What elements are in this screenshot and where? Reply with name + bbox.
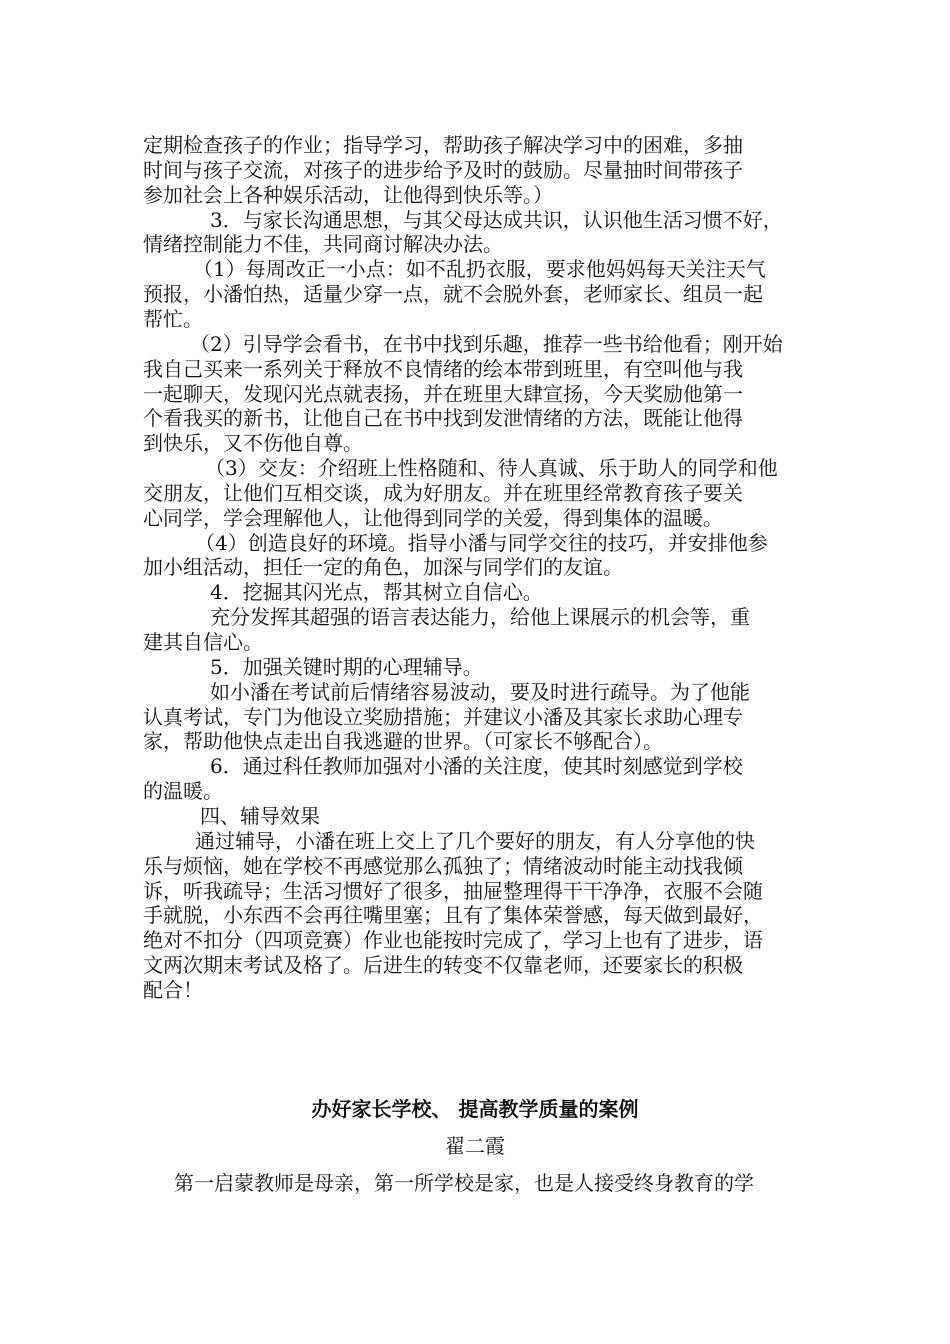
- body-text-line: 一起聊天，发现闪光点就表扬，并在班里大肆宣扬，今天奖励他第一: [143, 382, 743, 406]
- body-text-line: 个看我买的新书，让他自己在书中找到发泄情绪的方法，既能让他得: [143, 406, 743, 430]
- article-title: 办好家长学校、 提高教学质量的案例: [311, 1097, 639, 1121]
- body-text-line: 情绪控制能力不佳，共同商讨解决办法。: [143, 232, 503, 256]
- body-text-line: 配合！: [143, 978, 203, 1002]
- body-text-line: 认真考试，专门为他设立奖励措施；并建议小潘及其家长求助心理专: [143, 705, 743, 729]
- body-text-line: 6．通过科任教师加强对小潘的关注度，使其时刻感觉到学校: [210, 754, 743, 778]
- body-text-line: 的温暖。: [143, 779, 223, 803]
- body-text-line: （4）创造良好的环境。指导小潘与同学交往的技巧，并安排他参: [195, 531, 768, 555]
- body-text-line: （3）交友：介绍班上性格随和、待人真诚、乐于助人的同学和他: [205, 456, 778, 480]
- body-text-line: 诉，听我疏导；生活习惯好了很多，抽屉整理得干干净净，衣服不会随: [143, 879, 763, 903]
- body-text-line: 参加社会上各种娱乐活动，让他得到快乐等。）: [143, 183, 553, 207]
- article-author: 翟二霞: [445, 1134, 505, 1158]
- body-text-line: 乐与烦恼，她在学校不再感觉那么孤独了；情绪波动时能主动找我倾: [143, 854, 743, 878]
- body-text-line: 交朋友，让他们互相交谈，成为好朋友。并在班里经常教育孩子要关: [143, 481, 743, 505]
- body-text-line: 4．挖掘其闪光点，帮其树立自信心。: [210, 580, 543, 604]
- body-text-line: 绝对不扣分（四项竞赛）作业也能按时完成了，学习上也有了进步，语: [143, 928, 763, 952]
- body-text-line: 通过辅导，小潘在班上交上了几个要好的朋友，有人分享他的快: [195, 829, 755, 853]
- body-text-line: 5．加强关键时期的心理辅导。: [210, 655, 483, 679]
- body-text-line: 文两次期末考试及格了。后进生的转变不仅靠老师，还要家长的积极: [143, 953, 743, 977]
- body-text-line: 帮忙。: [143, 307, 203, 331]
- body-text-line: 我自己买来一系列关于释放不良情绪的绘本带到班里，有空叫他与我: [143, 357, 743, 381]
- body-text-line: 预报，小潘怕热，适量少穿一点，就不会脱外套，老师家长、组员一起: [143, 282, 763, 306]
- body-text-line: 如小潘在考试前后情绪容易波动，要及时进行疏导。为了他能: [210, 680, 750, 704]
- body-text-line: 手就脱，小东西不会再往嘴里塞；且有了集体荣誉感，每天做到最好，: [143, 903, 763, 927]
- body-text-line: 建其自信心。: [143, 630, 263, 654]
- body-text-line: 心同学，学会理解他人，让他得到同学的关爱，得到集体的温暖。: [143, 506, 723, 530]
- body-text-line: 到快乐，又不伤他自尊。: [143, 431, 363, 455]
- body-text-line: 加小组活动，担任一定的角色，加深与同学们的友谊。: [143, 555, 623, 579]
- body-text-line: 充分发挥其超强的语言表达能力，给他上课展示的机会等，重: [210, 605, 750, 629]
- body-text-line: （1）每周改正一小点：如不乱扔衣服，要求他妈妈每天关注天气: [193, 257, 766, 281]
- body-text-line: 家，帮助他快点走出自我逃避的世界。（可家长不够配合）。: [143, 729, 663, 753]
- body-text-line: 时间与孩子交流，对孩子的进步给予及时的鼓励。尽量抽时间带孩子: [143, 158, 743, 182]
- article-opening-line: 第一启蒙教师是母亲，第一所学校是家，也是人接受终身教育的学: [174, 1171, 754, 1195]
- section-heading: 四、辅导效果: [200, 804, 320, 828]
- body-text-line: （2）引导学会看书，在书中找到乐趣，推荐一些书给他看；刚开始: [190, 332, 783, 356]
- body-text-line: 3．与家长沟通思想，与其父母达成共识，认识他生活习惯不好，: [210, 208, 783, 232]
- body-text-line: 定期检查孩子的作业；指导学习，帮助孩子解决学习中的困难，多抽: [143, 133, 743, 157]
